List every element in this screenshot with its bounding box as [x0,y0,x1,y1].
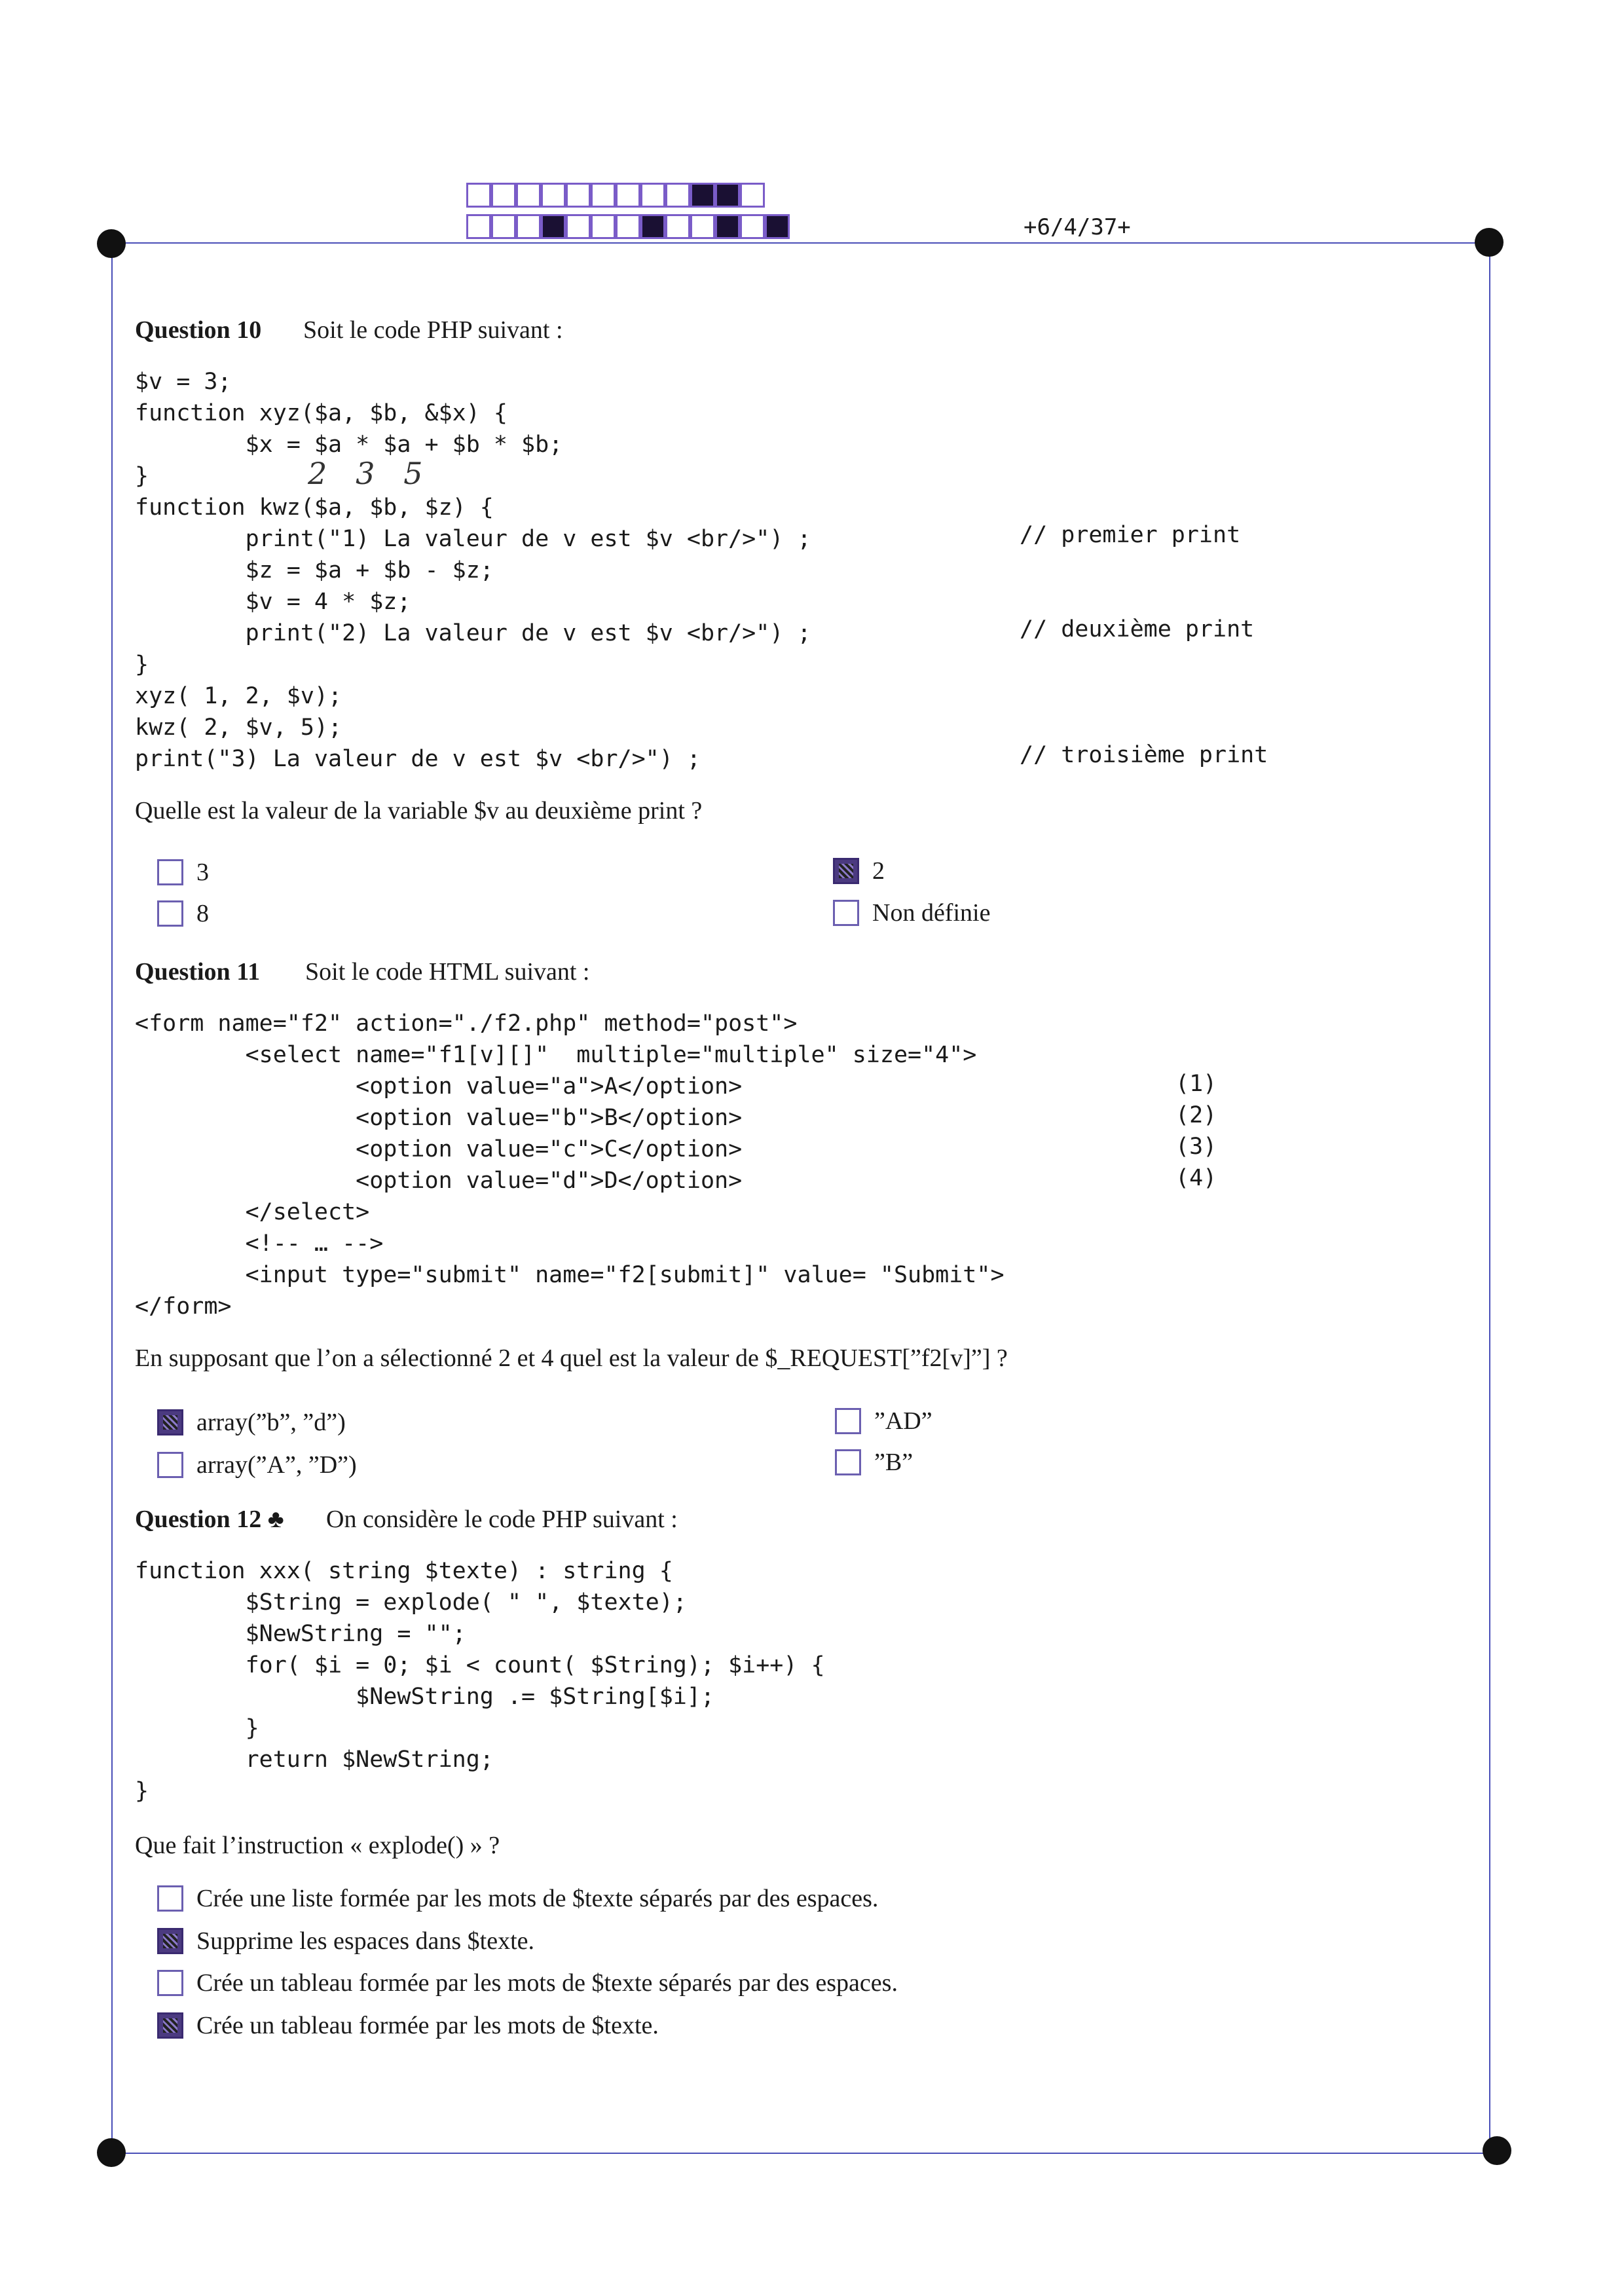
q10-choice-1[interactable] [157,858,209,887]
corner-marker-bottom-right [1483,2136,1511,2165]
q11-choice-3[interactable] [835,1407,932,1435]
q11-code-line: <option value="d">D</option> [135,1168,743,1194]
q11-line-number-2: (2) [1175,1102,1217,1128]
q10-code-line: $v = 3; [135,369,232,395]
q12-choice-3[interactable] [157,1969,898,1997]
id-code-box [591,214,616,239]
q11-code-line: <option value="c">C</option> [135,1136,743,1162]
id-code-box [765,214,790,239]
q10-choice-3[interactable] [833,857,885,885]
id-code-box [516,183,541,208]
id-code-box [715,214,740,239]
q12-choice-2[interactable] [157,1927,534,1955]
q10-checkbox-2[interactable] [157,900,183,927]
q11-code-line: <!-- … --> [135,1231,384,1257]
q10-code-line: $v = 4 * $z; [135,589,411,615]
q12-choice-3-label: Crée un tableau formée par les mots de $texte séparés par des espaces. [196,1969,898,1997]
q12-choice-4-label: Crée un tableau formée par les mots de $texte. [196,2012,659,2039]
q10-code-line: } [135,463,149,489]
q11-checkbox-3[interactable] [835,1408,861,1434]
q12-choice-1-label: Crée une liste formée par les mots de $texte séparés par des espaces. [196,1885,879,1912]
q10-title: Question 10 [135,316,262,344]
id-code-boxes-row-1 [466,183,765,208]
q11-checkbox-2[interactable] [157,1452,183,1478]
q10-code-block [135,366,811,775]
q10-code-line: kwz( 2, $v, 5); [135,714,342,741]
q12-code-line: } [135,1778,149,1804]
q12-checkbox-4[interactable] [157,2012,183,2039]
q10-choice-4-label: Non définie [872,899,991,927]
q11-choice-2-label: array(”A”, ”D”) [196,1451,357,1479]
q12-intro: On considère le code PHP suivant : [326,1506,678,1533]
id-code-box [541,214,566,239]
q10-choice-2[interactable] [157,899,209,928]
q10-code-line: $z = $a + $b - $z; [135,557,494,583]
q10-choice-2-label: 8 [196,900,209,927]
id-code-box [690,183,715,208]
id-code-boxes-row-2 [466,214,790,239]
q12-title-text: Question 12 [135,1506,262,1533]
q11-code-block [135,1008,1005,1322]
q10-comment-3: // troisième print [1020,742,1268,768]
q10-code-line: print("1) La valeur de v est $v <br/>") ; [135,526,811,552]
id-code-box [665,183,690,208]
id-code-box [616,214,640,239]
id-code-box [616,183,640,208]
q10-comment-1: // premier print [1020,522,1241,548]
q11-intro: Soit le code HTML suivant : [305,958,590,986]
q10-choice-4[interactable] [833,898,990,927]
q11-code-line: </form> [135,1293,232,1320]
q11-code-line: <input type="submit" name="f2[submit]" value= "Submit"> [135,1262,1005,1288]
q12-checkbox-1[interactable] [157,1885,183,1912]
q12-code-line: $String = explode( " ", $texte); [135,1589,687,1616]
q10-choice-1-label: 3 [196,859,209,886]
q10-code-line: xyz( 1, 2, $v); [135,683,342,709]
page-code: +6/4/37+ [1024,214,1131,240]
q10-code-line: function kwz($a, $b, $z) { [135,494,494,521]
q11-choice-3-label: ”AD” [874,1407,932,1435]
corner-marker-bottom-left [97,2138,126,2167]
q10-checkbox-4[interactable] [833,900,859,926]
q12-code-line: for( $i = 0; $i < count( $String); $i++) { [135,1652,825,1678]
q12-choice-2-label: Supprime les espaces dans $texte. [196,1927,535,1955]
q12-code-line: function xxx( string $texte) : string { [135,1558,673,1584]
frame-top [110,242,1490,244]
frame-bottom [110,2153,1490,2154]
q12-question: Que fait l’instruction « explode() » ? [135,1832,500,1859]
q12-title [135,1505,284,1534]
id-code-box [566,183,591,208]
q12-checkbox-3[interactable] [157,1970,183,1996]
q10-choice-3-label: 2 [872,857,885,885]
id-code-box [591,183,616,208]
q11-checkbox-4[interactable] [835,1449,861,1475]
frame-right [1489,244,1490,2153]
q11-choice-4[interactable] [835,1448,913,1477]
q12-code-line: } [135,1715,259,1741]
id-code-box [740,214,765,239]
q11-choice-1-label: array(”b”, ”d”) [196,1409,346,1436]
q11-question: En supposant que l’on a sélectionné 2 et 4 quel est la valeur de $_REQUEST[”f2[v]”] ? [135,1344,1008,1372]
id-code-box [640,183,665,208]
id-code-box [491,183,516,208]
id-code-box [541,183,566,208]
q10-handwritten-note: 2 3 5 [308,456,423,491]
q11-title: Question 11 [135,958,261,986]
corner-marker-top-right [1475,228,1504,257]
q10-intro: Soit le code PHP suivant : [303,316,563,344]
q10-code-line: } [135,652,149,678]
club-icon: ♣ [267,1506,284,1533]
q11-choice-2[interactable] [157,1451,357,1479]
q12-code-line: return $NewString; [135,1747,494,1773]
q10-code-line: $x = $a * $a + $b * $b; [135,432,563,458]
q10-code-line: print("2) La valeur de v est $v <br/>") ; [135,620,811,646]
q10-checkbox-1[interactable] [157,859,183,885]
id-code-box [516,214,541,239]
q10-code-line: function xyz($a, $b, &$x) { [135,400,507,426]
q10-code-line: print("3) La valeur de v est $v <br/>") ; [135,746,701,772]
id-code-box [491,214,516,239]
q11-choice-4-label: ”B” [874,1449,913,1476]
q12-code-line: $NewString .= $String[$i]; [135,1684,715,1710]
q12-checkbox-2[interactable] [157,1928,183,1954]
frame-left [111,244,113,2153]
q11-code-line: <select name="f1[v][]" multiple="multiple" size="4"> [135,1042,977,1068]
id-code-box [566,214,591,239]
q11-line-number-4: (4) [1175,1165,1217,1191]
id-code-box [665,214,690,239]
corner-marker-top-left [97,229,126,258]
q11-code-line: <option value="b">B</option> [135,1105,743,1131]
q12-code-line: $NewString = ""; [135,1621,466,1647]
q12-code-block [135,1555,825,1807]
q11-code-line: <option value="a">A</option> [135,1073,743,1100]
q12-choice-4[interactable] [157,2011,659,2040]
q12-choice-1[interactable] [157,1884,878,1913]
q11-checkbox-1[interactable] [157,1409,183,1435]
q11-line-number-3: (3) [1175,1134,1217,1160]
q11-code-line: </select> [135,1199,370,1225]
q11-code-line: <form name="f2" action="./f2.php" method="post"> [135,1010,798,1037]
id-code-box [466,214,491,239]
id-code-box [715,183,740,208]
id-code-box [466,183,491,208]
q11-line-number-1: (1) [1175,1071,1217,1097]
id-code-box [690,214,715,239]
q10-checkbox-3[interactable] [833,858,859,884]
id-code-box [640,214,665,239]
id-code-box [740,183,765,208]
q10-question: Quelle est la valeur de la variable $v au deuxième print ? [135,797,703,824]
q11-choice-1[interactable] [157,1408,346,1437]
q10-comment-2: // deuxième print [1020,616,1255,642]
